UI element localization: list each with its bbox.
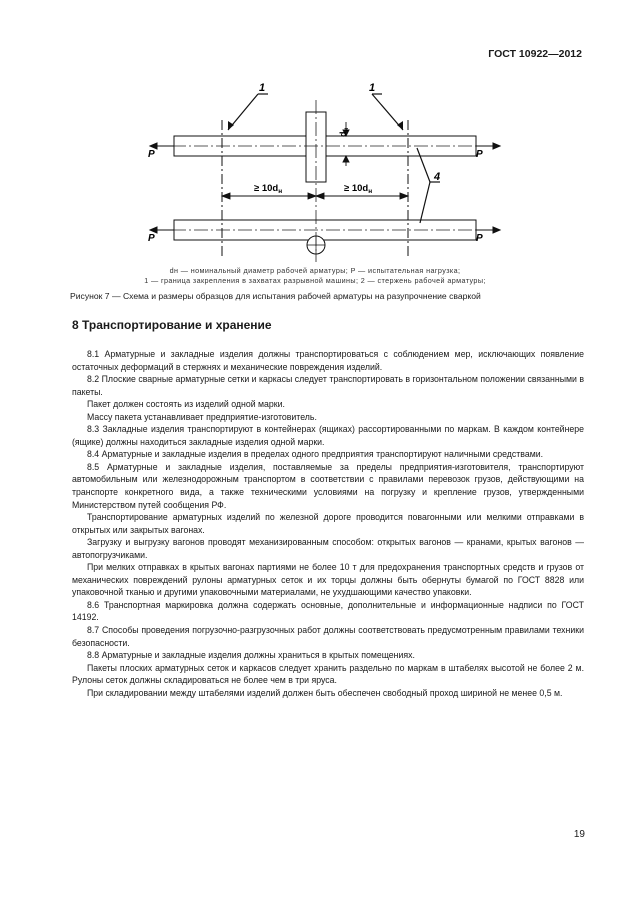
diameter-label: $d_н$: [338, 127, 350, 137]
paragraph: 8.5 Арматурные и закладные изделия, поставляемые за пределы предприятия-изготовителя, транспортируют автомобильным или железнодорожным транспортом в соответствии с правилами перевозок грузов, действующими на транспорте конкретного вида, а также техническими условиями на погрузку и крепление грузов, утвержденными Министерством путей сообщения РФ.: [72, 461, 584, 510]
paragraph: Массу пакета устанавливает предприятие-изготовитель.: [87, 411, 317, 422]
paragraph: 8.7 Способы проведения погрузочно-разгрузочных работ должны соответствовать предусмотренным правилами техники безопасности.: [72, 625, 584, 648]
paragraph: Пакеты плоских арматурных сеток и каркасов следует хранить раздельно по маркам в штабелях высотой не более 2 м. Рулоны сеток должны складироваться не более чем в три яруса.: [72, 662, 584, 686]
force-label-right-bottom: P: [476, 233, 483, 244]
section-title: 8 Транспортирование и хранение: [72, 318, 272, 332]
figure-caption: Рисунок 7 — Схема и размеры образцов для испытания рабочей арматуры на разупрочнение сваркой: [70, 291, 481, 301]
test-specimen-diagram: [0, 0, 630, 270]
figure-legend-line-1: dн — номинальный диаметр рабочей арматуры; P — испытательная нагрузка;: [169, 266, 461, 275]
paragraph: При складировании между штабелями изделий должен быть обеспечен свободный проход шириной не менее 0,5 м.: [87, 687, 563, 698]
section-body: [72, 348, 584, 699]
callout-4: 4: [434, 171, 441, 183]
page-number: 19: [573, 829, 585, 840]
paragraph: 8.8 Арматурные и закладные изделия должны храниться в крытых помещениях.: [87, 650, 415, 661]
paragraph: При мелких отправках в крытых вагонах партиями не более 10 т для предохранения транспортных средств и грузов от механических повреждений рулоны арматурных сеток и их торцы должны быть обернуты бумагой по ГОСТ 8828 или упаковочной тканью и другими упаковочными материалами, не ухудшающими качество упаковки.: [72, 562, 584, 598]
force-label-right-top: P: [476, 149, 483, 160]
paragraph: 8.4 Арматурные и закладные изделия в пределах одного предприятия транспортируют наличными средствами.: [87, 449, 544, 460]
paragraph: 8.2 Плоские сварные арматурные сетки и каркасы следует транспортировать в горизонтальном положении связанными в пакеты.: [72, 374, 584, 397]
paragraph: Транспортирование арматурных изделий по железной дороге проводится повагонными или мелкими отправками в открытых или закрытых вагонах.: [72, 512, 584, 535]
figure-legend-line-2: 1 — граница закрепления в захватах разрывной машины; 2 — стержень рабочей арматуры;: [144, 276, 486, 285]
force-label-left-bottom: P: [148, 233, 155, 244]
paragraph: 8.1 Арматурные и закладные изделия должны транспортироваться с соблюдением мер, исключающих появление остаточных деформаций в стержнях и механические повреждения изделий.: [72, 349, 584, 372]
dimension-label-right: ≥ $10d_н$: [344, 183, 373, 195]
paragraph: Загрузку и выгрузку вагонов проводят механизированным способом: открытых вагонов — кранами, крытых вагонов — автопогрузчиками.: [72, 537, 584, 560]
paragraph: 8.6 Транспортная маркировка должна содержать основные, дополнительные и информационные надписи по ГОСТ 14192.: [72, 599, 584, 623]
force-label-left-top: P: [148, 149, 155, 160]
callout-1-right: 1: [369, 82, 376, 94]
paragraph: Пакет должен состоять из изделий одной марки.: [87, 399, 285, 410]
dimension-label-left: ≥ $10d_н$: [254, 183, 283, 195]
paragraph: 8.3 Закладные изделия транспортируют в контейнерах (ящиках) рассортированными по маркам. В каждом контейнере (ящике) должны находиться закладные изделия одной марки.: [72, 424, 584, 447]
document-code: ГОСТ 10922—2012: [488, 48, 582, 60]
callout-1-left: 1: [259, 82, 266, 94]
